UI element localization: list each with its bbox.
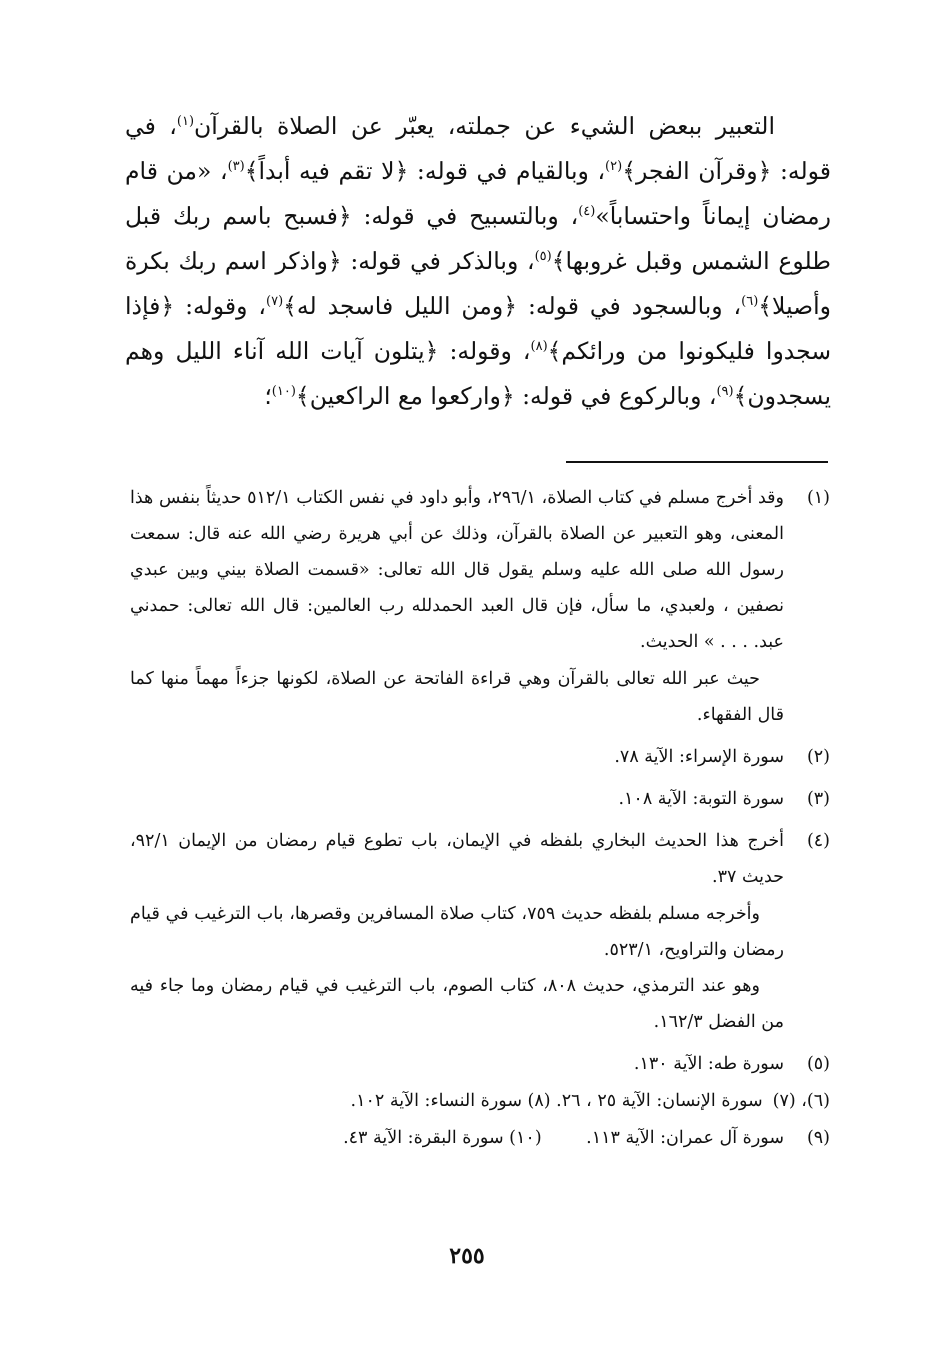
footnote-2 (130, 739, 830, 775)
footnote-ref[interactable]: (٩) (716, 384, 734, 400)
footnote-ref[interactable]: (٣) (227, 159, 245, 175)
text-segment: ، وقوله: ﴿يتلون آيات الله آناء الليل وهم يسجدون﴾ (125, 337, 831, 410)
footnote-body (130, 739, 784, 775)
text-segment: ، وبالسجود في قوله: ﴿ومن الليل فاسجد له﴾ (283, 292, 742, 320)
footnote-text: حيث عبر الله تعالى بالقرآن وهي قراءة الفاتحة عن الصلاة، لكونها جزءاً مهماً منها كما قال الفقهاء. (130, 669, 784, 725)
footnote-4-continuation (130, 896, 830, 1040)
footnote-number: (٣) (806, 789, 830, 809)
footnote-body (130, 1083, 763, 1119)
footnote-text: سورة طه: الآية ١٣٠. (633, 1054, 784, 1074)
footnote-separator (566, 461, 828, 463)
page-number: ٢٥٥ (449, 1243, 485, 1269)
footnote-6-7 (130, 1083, 830, 1119)
text-segment: ؛ (264, 382, 272, 410)
footnote-number: (٩) (806, 1128, 830, 1148)
footnote-text: وهو عند الترمذي، حديث ٨٠٨، كتاب الصوم، باب الترغيب في قيام رمضان وما جاء فيه من الفضل ١٦٢/٣. (130, 976, 784, 1032)
footnote-ref[interactable]: (٤) (578, 204, 596, 220)
footnote-text: أخرج هذا الحديث البخاري بلفظه في الإيمان، باب تطوع قيام رمضان من الإيمان ٩٢/١، حديث ٣٧. (130, 831, 784, 887)
text-segment: ، في قوله: ﴿وقرآن الفجر﴾ (125, 112, 832, 185)
footnote-ref[interactable]: (١٠) (271, 384, 296, 400)
footnote-ref[interactable]: (٢) (605, 159, 623, 175)
footnote-1 (130, 480, 830, 660)
footnote-body (130, 1046, 784, 1082)
text-segment: ، وبالذكر في قوله: ﴿واذكر اسم ربك بكرة وأصيلا﴾ (125, 247, 831, 320)
footnote-ref[interactable]: (٨) (530, 339, 548, 355)
footnote-5 (130, 1046, 830, 1082)
footnote-ref[interactable]: (٥) (534, 249, 552, 265)
footnote-4 (130, 823, 830, 895)
footnote-body (130, 480, 784, 660)
footnote-body (130, 781, 784, 817)
text-segment: التعبير ببعض الشيء عن جملته، يعبّر عن الصلاة بالقرآن (194, 112, 775, 140)
footnote-number: (١) (806, 488, 830, 508)
footnote-number: (٥) (806, 1054, 830, 1074)
text-segment: ، «من قام رمضان إيماناً واحتساباً» (125, 157, 831, 230)
footnote-text: سورة التوبة: الآية ١٠٨. (618, 789, 784, 809)
footnote-text: سورة الإنسان: الآية ٢٥ ، ٢٦. (٨) سورة النساء: الآية ١٠٢. (350, 1091, 763, 1111)
footnote-3 (130, 781, 830, 817)
footnote-text: سورة الإسراء: الآية ٧٨. (614, 747, 784, 767)
footnote-body (130, 823, 784, 895)
footnote-number: (٤) (806, 831, 830, 851)
footnote-text: وقد أخرج مسلم في كتاب الصلاة، ٢٩٦/١، وأبو داود في نفس الكتاب ٥١٢/١ حديثاً بنفس هذا المعنى، وهو التعبير عن الصلاة بالقرآن، وذلك عن أبي هريرة رضي الله عنه قال: سمعت رسول الله صلى الله عليه وسلم يقول قال الله تعالى: «قسمت الصلاة بيني وبين عبدي نصفين ، ولعبدي، ما سأل، فإن قال العبد الحمدلله رب العالمين: قال الله تعالى: حمدني عبد. . . . » الحديث. (130, 488, 784, 652)
footnote-ref[interactable]: (١) (176, 114, 195, 130)
text-segment: ، وبالركوع في قوله: ﴿واركعوا مع الراكعين﴾ (295, 382, 717, 410)
footnote-ref[interactable]: (٦) (741, 294, 759, 310)
footnote-body (130, 1120, 784, 1156)
footnotes-section (130, 480, 830, 1157)
text-segment: ، وقوله: ﴿فإذا سجدوا فليكونوا من ورائكم﴾ (125, 292, 832, 365)
footnote-text: وأخرجه مسلم بلفظه حديث ٧٥٩، كتاب صلاة المسافرين وقصرها، باب الترغيب في قيام رمضان والتراويح، ٥٢٣/١. (130, 904, 784, 960)
text-segment: ، وبالقيام في قوله: ﴿لا تقم فيه أبداً﴾ (244, 157, 606, 185)
footnote-number: (٢) (806, 747, 830, 767)
footnote-9 (130, 1120, 830, 1156)
footnote-1-continuation (130, 661, 830, 733)
footnote-number: (٦)، (٧) (772, 1091, 830, 1111)
footnote-text: سورة آل عمران: الآية ١١٣. (١٠) سورة البقرة: الآية ٤٣. (343, 1128, 784, 1148)
footnote-ref[interactable]: (٧) (266, 294, 284, 310)
main-paragraph (125, 104, 831, 419)
text-segment: ، وبالتسبيح في قوله: ﴿فسبح باسم ربك قبل طلوع الشمس وقبل غروبها﴾ (125, 202, 831, 275)
main-text-body (125, 104, 831, 419)
